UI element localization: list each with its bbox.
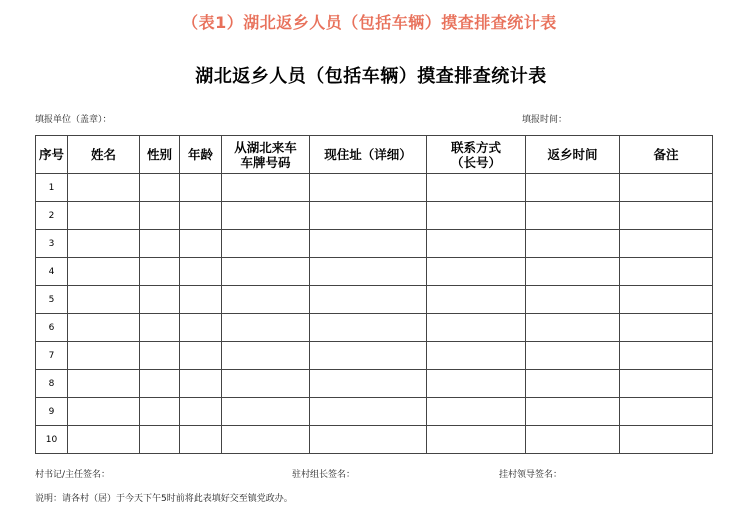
- team-leader-signature-label: 驻村组长签名：: [292, 470, 356, 480]
- table-cell[interactable]: [222, 202, 310, 230]
- table-cell[interactable]: [68, 342, 140, 370]
- survey-table: [35, 135, 713, 454]
- table-cell[interactable]: [68, 426, 140, 454]
- table-row: [36, 174, 713, 202]
- table-cell[interactable]: [526, 286, 620, 314]
- row-number: 10: [36, 426, 68, 454]
- table-cell[interactable]: [68, 370, 140, 398]
- table-cell[interactable]: [68, 314, 140, 342]
- table-header-row: [36, 136, 713, 174]
- table-cell[interactable]: [427, 202, 526, 230]
- table-cell[interactable]: [222, 426, 310, 454]
- time-label: 填报时间：: [522, 115, 568, 125]
- table-cell[interactable]: [427, 342, 526, 370]
- table-cell[interactable]: [620, 230, 713, 258]
- table-cell[interactable]: [427, 370, 526, 398]
- table-row: [36, 286, 713, 314]
- table-cell[interactable]: [140, 342, 180, 370]
- table-cell[interactable]: [180, 174, 222, 202]
- table-cell[interactable]: [140, 314, 180, 342]
- table-cell[interactable]: [68, 174, 140, 202]
- table-row: [36, 398, 713, 426]
- table-cell[interactable]: [140, 426, 180, 454]
- table-cell[interactable]: [140, 202, 180, 230]
- table-cell[interactable]: [620, 314, 713, 342]
- column-header: 备注: [620, 136, 713, 174]
- survey-form: [30, 48, 712, 512]
- row-number: 7: [36, 342, 68, 370]
- table-cell[interactable]: [310, 398, 427, 426]
- column-header: 性别: [140, 136, 180, 174]
- table-cell[interactable]: [310, 230, 427, 258]
- table-cell[interactable]: [620, 398, 713, 426]
- table-cell[interactable]: [180, 398, 222, 426]
- table-cell[interactable]: [180, 426, 222, 454]
- table-cell[interactable]: [526, 426, 620, 454]
- table-cell[interactable]: [180, 370, 222, 398]
- table-cell[interactable]: [140, 370, 180, 398]
- table-cell[interactable]: [222, 342, 310, 370]
- table-cell[interactable]: [180, 230, 222, 258]
- table-cell[interactable]: [427, 426, 526, 454]
- table-cell[interactable]: [620, 258, 713, 286]
- table-cell[interactable]: [427, 398, 526, 426]
- table-cell[interactable]: [222, 370, 310, 398]
- leader-signature-label: 挂村领导签名：: [499, 470, 563, 480]
- table-cell[interactable]: [180, 258, 222, 286]
- table-cell[interactable]: [68, 230, 140, 258]
- table-row: [36, 370, 713, 398]
- table-cell[interactable]: [140, 286, 180, 314]
- table-cell[interactable]: [310, 342, 427, 370]
- table-cell[interactable]: [310, 426, 427, 454]
- form-title: 湖北返乡人员（包括车辆）摸查排查统计表: [195, 66, 547, 87]
- table-cell[interactable]: [620, 286, 713, 314]
- table-row: [36, 426, 713, 454]
- row-number: 8: [36, 370, 68, 398]
- table-cell[interactable]: [427, 174, 526, 202]
- table-row: [36, 230, 713, 258]
- table-cell[interactable]: [68, 258, 140, 286]
- table-cell[interactable]: [140, 174, 180, 202]
- form-note: 说明：请各村（居）于今天下午5时前将此表填好交至镇党政办。: [35, 494, 293, 504]
- column-header: 返乡时间: [526, 136, 620, 174]
- table-cell[interactable]: [620, 342, 713, 370]
- row-number: 6: [36, 314, 68, 342]
- table-cell[interactable]: [140, 398, 180, 426]
- table-row: [36, 202, 713, 230]
- table-cell[interactable]: [310, 174, 427, 202]
- table-cell[interactable]: [140, 230, 180, 258]
- table-row: [36, 314, 713, 342]
- village-secretary-signature-label: 村书记/主任签名：: [35, 470, 111, 480]
- unit-label: 填报单位（盖章）：: [35, 115, 112, 125]
- table-cell[interactable]: [310, 286, 427, 314]
- table-cell[interactable]: [526, 342, 620, 370]
- table-cell[interactable]: [180, 342, 222, 370]
- table-cell[interactable]: [222, 258, 310, 286]
- column-header: 序号: [36, 136, 68, 174]
- table-cell[interactable]: [310, 258, 427, 286]
- table-cell[interactable]: [526, 230, 620, 258]
- table-cell[interactable]: [620, 370, 713, 398]
- table-cell[interactable]: [526, 202, 620, 230]
- column-header: 现住址（详细）: [310, 136, 427, 174]
- table-cell[interactable]: [620, 202, 713, 230]
- table-cell[interactable]: [310, 370, 427, 398]
- table-cell[interactable]: [68, 286, 140, 314]
- row-number: 3: [36, 230, 68, 258]
- table-cell[interactable]: [620, 174, 713, 202]
- table-cell[interactable]: [68, 398, 140, 426]
- table-row: [36, 258, 713, 286]
- table-cell[interactable]: [526, 370, 620, 398]
- table-cell[interactable]: [222, 174, 310, 202]
- row-number: 2: [36, 202, 68, 230]
- table-cell[interactable]: [526, 258, 620, 286]
- table-cell[interactable]: [222, 314, 310, 342]
- column-header: 年龄: [180, 136, 222, 174]
- table-cell[interactable]: [68, 202, 140, 230]
- table-cell[interactable]: [620, 426, 713, 454]
- row-number: 5: [36, 286, 68, 314]
- table-cell[interactable]: [427, 286, 526, 314]
- column-header: 姓名: [68, 136, 140, 174]
- column-header: 从湖北来车 车牌号码: [222, 136, 310, 174]
- table-cell[interactable]: [427, 230, 526, 258]
- table-cell[interactable]: [526, 314, 620, 342]
- table-cell[interactable]: [180, 202, 222, 230]
- table-cell[interactable]: [180, 314, 222, 342]
- table-cell[interactable]: [140, 258, 180, 286]
- table-cell[interactable]: [222, 230, 310, 258]
- table-cell[interactable]: [222, 398, 310, 426]
- table-cell[interactable]: [526, 398, 620, 426]
- table-cell[interactable]: [222, 286, 310, 314]
- column-header: 联系方式 （长号）: [427, 136, 526, 174]
- page-caption: （表1）湖北返乡人员（包括车辆）摸查排查统计表: [182, 13, 557, 32]
- table-cell[interactable]: [427, 314, 526, 342]
- row-number: 4: [36, 258, 68, 286]
- table-cell[interactable]: [310, 202, 427, 230]
- row-number: 1: [36, 174, 68, 202]
- table-cell[interactable]: [180, 286, 222, 314]
- row-number: 9: [36, 398, 68, 426]
- table-cell[interactable]: [310, 314, 427, 342]
- table-cell[interactable]: [526, 174, 620, 202]
- table-row: [36, 342, 713, 370]
- table-cell[interactable]: [427, 258, 526, 286]
